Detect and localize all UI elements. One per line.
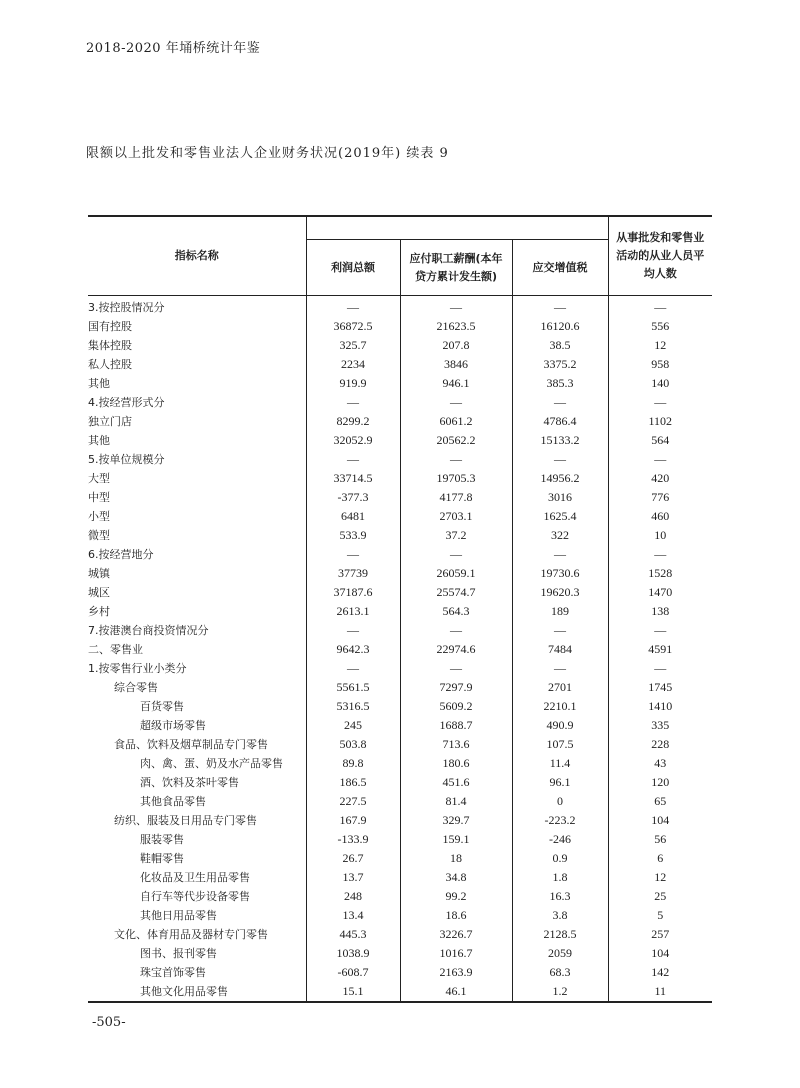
cell-employees: 958 xyxy=(651,357,670,371)
cell-vat: 16.3 xyxy=(512,887,608,906)
cell-employees: 5 xyxy=(657,908,664,922)
cell-profit: — xyxy=(306,450,400,469)
cell-employees: 25 xyxy=(654,889,667,903)
cell-payroll: 451.6 xyxy=(400,773,512,792)
row-label: 6.按经营地分 xyxy=(88,545,306,564)
row-label: 5.按单位规模分 xyxy=(88,450,306,469)
cell-vat: 4786.4 xyxy=(512,412,608,431)
table-row xyxy=(88,564,712,583)
table-row xyxy=(88,754,712,773)
row-label: 二、零售业 xyxy=(88,640,306,659)
table-row xyxy=(88,792,712,811)
cell-vat: 107.5 xyxy=(512,735,608,754)
cell-vat: 2059 xyxy=(512,944,608,963)
row-label: 其他日用品零售 xyxy=(88,906,306,925)
cell-payroll: 159.1 xyxy=(400,830,512,849)
cell-profit: 36872.5 xyxy=(306,317,400,336)
cell-profit: 919.9 xyxy=(306,374,400,393)
row-label: 大型 xyxy=(88,469,306,488)
row-label: 肉、禽、蛋、奶及水产品零售 xyxy=(88,754,306,773)
cell-employees: 257 xyxy=(651,927,670,941)
cell-employees: 1745 xyxy=(648,680,673,694)
table-row xyxy=(88,545,712,564)
table-row xyxy=(88,773,712,792)
row-label: 城镇 xyxy=(88,564,306,583)
row-label: 私人控股 xyxy=(88,355,306,374)
row-label: 纺织、服装及日用品专门零售 xyxy=(88,811,306,830)
row-label: 百货零售 xyxy=(88,697,306,716)
cell-profit: 6481 xyxy=(306,507,400,526)
cell-vat: 0 xyxy=(512,792,608,811)
table-row xyxy=(88,830,712,849)
cell-payroll: 81.4 xyxy=(400,792,512,811)
row-label: 4.按经营形式分 xyxy=(88,393,306,412)
cell-vat: 96.1 xyxy=(512,773,608,792)
row-label: 1.按零售行业小类分 xyxy=(88,659,306,678)
cell-employees: — xyxy=(654,452,667,466)
cell-vat: 15133.2 xyxy=(512,431,608,450)
cell-profit: 2613.1 xyxy=(306,602,400,621)
table-row xyxy=(88,431,712,450)
cell-payroll: 1016.7 xyxy=(400,944,512,963)
cell-payroll: 329.7 xyxy=(400,811,512,830)
table-row xyxy=(88,735,712,754)
cell-payroll: 46.1 xyxy=(400,982,512,1002)
table-row xyxy=(88,583,712,602)
cell-vat: 16120.6 xyxy=(512,317,608,336)
cell-payroll: — xyxy=(400,545,512,564)
cell-vat: — xyxy=(512,393,608,412)
cell-employees: 104 xyxy=(651,946,670,960)
cell-employees: 43 xyxy=(654,756,667,770)
row-label: 其他 xyxy=(88,431,306,450)
cell-payroll: 22974.6 xyxy=(400,640,512,659)
cell-employees: 142 xyxy=(651,965,670,979)
cell-payroll: 18.6 xyxy=(400,906,512,925)
cell-profit: 1038.9 xyxy=(306,944,400,963)
cell-vat: 1.8 xyxy=(512,868,608,887)
cell-payroll: 564.3 xyxy=(400,602,512,621)
row-label: 乡村 xyxy=(88,602,306,621)
row-label: 微型 xyxy=(88,526,306,545)
table-row xyxy=(88,868,712,887)
cell-vat: 322 xyxy=(512,526,608,545)
cell-profit: 248 xyxy=(306,887,400,906)
row-label: 中型 xyxy=(88,488,306,507)
header-group xyxy=(306,216,608,240)
cell-vat: 1625.4 xyxy=(512,507,608,526)
cell-profit: 445.3 xyxy=(306,925,400,944)
table-row xyxy=(88,982,712,1002)
cell-vat: — xyxy=(512,296,608,318)
header-employees: 从事批发和零售业活动的从业人员平均人数 xyxy=(608,216,712,296)
cell-vat: 3016 xyxy=(512,488,608,507)
cell-vat: 2701 xyxy=(512,678,608,697)
cell-payroll: 3846 xyxy=(400,355,512,374)
cell-employees: 12 xyxy=(654,338,667,352)
cell-vat: 7484 xyxy=(512,640,608,659)
cell-vat: 19620.3 xyxy=(512,583,608,602)
cell-payroll: 946.1 xyxy=(400,374,512,393)
cell-profit: 325.7 xyxy=(306,336,400,355)
cell-vat: — xyxy=(512,450,608,469)
cell-vat: 19730.6 xyxy=(512,564,608,583)
table-row xyxy=(88,640,712,659)
cell-profit: 32052.9 xyxy=(306,431,400,450)
cell-profit: 245 xyxy=(306,716,400,735)
cell-payroll: — xyxy=(400,393,512,412)
table-row xyxy=(88,469,712,488)
cell-employees: 1528 xyxy=(648,566,673,580)
cell-employees: — xyxy=(654,547,667,561)
cell-profit: 13.4 xyxy=(306,906,400,925)
table-row xyxy=(88,602,712,621)
cell-vat: 11.4 xyxy=(512,754,608,773)
row-label: 鞋帽零售 xyxy=(88,849,306,868)
cell-vat: 385.3 xyxy=(512,374,608,393)
header-payroll: 应付职工薪酬(本年贷方累计发生额) xyxy=(400,240,512,296)
cell-profit: — xyxy=(306,621,400,640)
cell-employees: 460 xyxy=(651,509,670,523)
cell-payroll: 207.8 xyxy=(400,336,512,355)
cell-payroll: — xyxy=(400,621,512,640)
row-label: 国有控股 xyxy=(88,317,306,336)
cell-payroll: 99.2 xyxy=(400,887,512,906)
table-row xyxy=(88,526,712,545)
cell-payroll: 180.6 xyxy=(400,754,512,773)
cell-payroll: 1688.7 xyxy=(400,716,512,735)
cell-profit: 2234 xyxy=(306,355,400,374)
cell-employees: — xyxy=(654,661,667,675)
cell-employees: 1102 xyxy=(648,414,673,428)
cell-profit: -608.7 xyxy=(306,963,400,982)
cell-profit: -133.9 xyxy=(306,830,400,849)
header-indicator-name: 指标名称 xyxy=(88,216,306,296)
cell-profit: 37187.6 xyxy=(306,583,400,602)
header-profit: 利润总额 xyxy=(306,240,400,296)
table-row xyxy=(88,678,712,697)
row-label: 其他食品零售 xyxy=(88,792,306,811)
financial-status-table xyxy=(88,215,712,1003)
row-label: 7.按港澳台商投资情况分 xyxy=(88,621,306,640)
cell-payroll: 2163.9 xyxy=(400,963,512,982)
table-row xyxy=(88,925,712,944)
table-row xyxy=(88,697,712,716)
row-label: 小型 xyxy=(88,507,306,526)
cell-vat: 14956.2 xyxy=(512,469,608,488)
cell-payroll: 5609.2 xyxy=(400,697,512,716)
cell-profit: 15.1 xyxy=(306,982,400,1002)
cell-vat: — xyxy=(512,621,608,640)
row-label: 珠宝首饰零售 xyxy=(88,963,306,982)
table-row xyxy=(88,849,712,868)
cell-payroll: 26059.1 xyxy=(400,564,512,583)
table-row xyxy=(88,412,712,431)
table-row xyxy=(88,716,712,735)
cell-profit: 26.7 xyxy=(306,849,400,868)
cell-employees: 420 xyxy=(651,471,670,485)
cell-profit: 89.8 xyxy=(306,754,400,773)
cell-profit: 37739 xyxy=(306,564,400,583)
cell-profit: — xyxy=(306,659,400,678)
cell-employees: 11 xyxy=(608,982,712,1002)
cell-profit: -377.3 xyxy=(306,488,400,507)
row-label: 自行车等代步设备零售 xyxy=(88,887,306,906)
table-row xyxy=(88,393,712,412)
page-number: -505- xyxy=(92,1015,126,1030)
cell-vat: — xyxy=(512,659,608,678)
row-label: 超级市场零售 xyxy=(88,716,306,735)
cell-profit: — xyxy=(306,393,400,412)
cell-profit: 9642.3 xyxy=(306,640,400,659)
cell-profit: 5561.5 xyxy=(306,678,400,697)
row-label: 图书、报刊零售 xyxy=(88,944,306,963)
table-row xyxy=(88,887,712,906)
table-row xyxy=(88,659,712,678)
table-row xyxy=(88,488,712,507)
cell-employees: 65 xyxy=(654,794,667,808)
table-row xyxy=(88,336,712,355)
cell-profit: 503.8 xyxy=(306,735,400,754)
cell-payroll: 37.2 xyxy=(400,526,512,545)
cell-profit: 167.9 xyxy=(306,811,400,830)
cell-employees: 6 xyxy=(657,851,664,865)
cell-profit: 33714.5 xyxy=(306,469,400,488)
cell-employees: 564 xyxy=(651,433,670,447)
table-row xyxy=(88,296,712,318)
row-label: 食品、饮料及烟草制品专门零售 xyxy=(88,735,306,754)
cell-vat: 1.2 xyxy=(512,982,608,1002)
cell-employees: 104 xyxy=(651,813,670,827)
cell-payroll: 34.8 xyxy=(400,868,512,887)
table-body xyxy=(88,296,712,1003)
table-row xyxy=(88,374,712,393)
table-row xyxy=(88,317,712,336)
cell-vat: 38.5 xyxy=(512,336,608,355)
cell-vat: 3375.2 xyxy=(512,355,608,374)
cell-employees: 556 xyxy=(651,319,670,333)
cell-employees: 776 xyxy=(651,490,670,504)
cell-profit: — xyxy=(306,545,400,564)
table-row xyxy=(88,906,712,925)
cell-profit: 227.5 xyxy=(306,792,400,811)
cell-payroll: 713.6 xyxy=(400,735,512,754)
table-row xyxy=(88,507,712,526)
cell-profit: 186.5 xyxy=(306,773,400,792)
cell-vat: — xyxy=(512,545,608,564)
cell-vat: 0.9 xyxy=(512,849,608,868)
cell-payroll: — xyxy=(400,659,512,678)
cell-payroll: 25574.7 xyxy=(400,583,512,602)
cell-payroll: 2703.1 xyxy=(400,507,512,526)
cell-employees: 56 xyxy=(654,832,667,846)
cell-payroll: 3226.7 xyxy=(400,925,512,944)
running-head: 2018-2020 年埇桥统计年鉴 xyxy=(86,41,261,56)
cell-vat: -223.2 xyxy=(512,811,608,830)
cell-employees: 138 xyxy=(651,604,670,618)
row-label: 化妆品及卫生用品零售 xyxy=(88,868,306,887)
cell-employees: 140 xyxy=(651,376,670,390)
cell-vat: 490.9 xyxy=(512,716,608,735)
cell-payroll: 19705.3 xyxy=(400,469,512,488)
row-label: 独立门店 xyxy=(88,412,306,431)
cell-employees: 10 xyxy=(654,528,667,542)
table-row xyxy=(88,355,712,374)
table-header xyxy=(88,216,712,296)
cell-vat: 189 xyxy=(512,602,608,621)
cell-vat: 2128.5 xyxy=(512,925,608,944)
row-label: 其他文化用品零售 xyxy=(88,982,306,1002)
row-label: 其他 xyxy=(88,374,306,393)
cell-employees: 12 xyxy=(654,870,667,884)
cell-vat: 3.8 xyxy=(512,906,608,925)
cell-employees: 228 xyxy=(651,737,670,751)
cell-vat: -246 xyxy=(512,830,608,849)
row-label: 文化、体育用品及器材专门零售 xyxy=(88,925,306,944)
header-vat: 应交增值税 xyxy=(512,240,608,296)
cell-vat: 2210.1 xyxy=(512,697,608,716)
cell-employees: 335 xyxy=(651,718,670,732)
table-title: 限额以上批发和零售业法人企业财务状况(2019年) 续表 9 xyxy=(86,146,449,161)
cell-payroll: — xyxy=(400,450,512,469)
cell-payroll: 4177.8 xyxy=(400,488,512,507)
cell-employees: 1470 xyxy=(648,585,673,599)
cell-employees: 4591 xyxy=(648,642,673,656)
cell-profit: 5316.5 xyxy=(306,697,400,716)
table-row xyxy=(88,963,712,982)
cell-profit: 533.9 xyxy=(306,526,400,545)
table-row xyxy=(88,450,712,469)
cell-employees: 1410 xyxy=(648,699,673,713)
cell-employees: — xyxy=(654,300,667,314)
row-label: 服装零售 xyxy=(88,830,306,849)
cell-profit: — xyxy=(306,296,400,318)
cell-payroll: — xyxy=(400,296,512,318)
table-row xyxy=(88,944,712,963)
table-row xyxy=(88,621,712,640)
cell-employees: — xyxy=(654,395,667,409)
cell-employees: — xyxy=(654,623,667,637)
row-label: 3.按控股情况分 xyxy=(88,296,306,318)
cell-payroll: 20562.2 xyxy=(400,431,512,450)
cell-payroll: 21623.5 xyxy=(400,317,512,336)
cell-profit: 8299.2 xyxy=(306,412,400,431)
row-label: 城区 xyxy=(88,583,306,602)
cell-payroll: 7297.9 xyxy=(400,678,512,697)
cell-employees: 120 xyxy=(651,775,670,789)
cell-vat: 68.3 xyxy=(512,963,608,982)
row-label: 酒、饮料及茶叶零售 xyxy=(88,773,306,792)
cell-payroll: 18 xyxy=(400,849,512,868)
row-label: 综合零售 xyxy=(88,678,306,697)
cell-profit: 13.7 xyxy=(306,868,400,887)
table-row xyxy=(88,811,712,830)
cell-payroll: 6061.2 xyxy=(400,412,512,431)
row-label: 集体控股 xyxy=(88,336,306,355)
